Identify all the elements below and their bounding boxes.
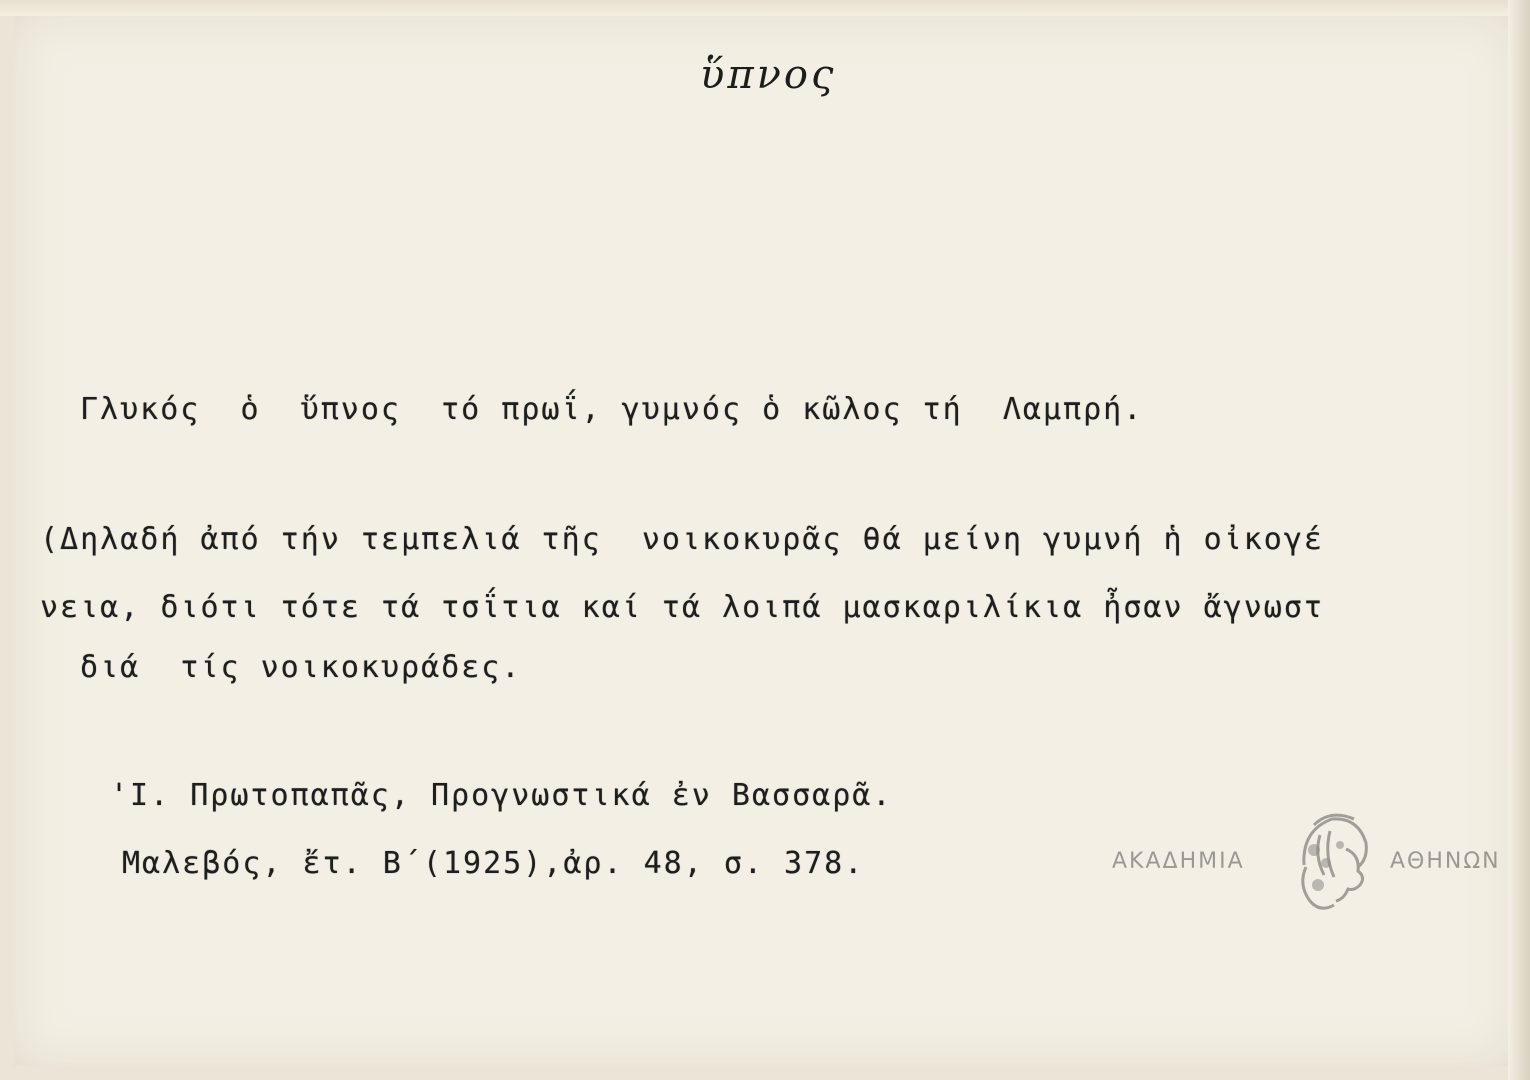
source-line-1: 'Ι. Πρωτοπαπᾶς, Προγνωστικά ἐν Βασσαρᾶ. — [110, 778, 893, 813]
watermark-right-text: ΑΘΗΝΩΝ — [1390, 849, 1501, 874]
handwritten-headword: ὕπνος — [700, 52, 837, 98]
source-line-2: Μαλεβός, ἔτ. Β΄(1925),ἀρ. 48, σ. 378. — [122, 846, 865, 881]
proverb-line: Γλυκός ὁ ὕπνος τό πρωΐ, γυμνός ὁ κῶλος τή Λαμπρή. — [80, 392, 1144, 427]
explanation-line-1: (Δηλαδή ἀπό τήν τεμπελιά τῆς νοικοκυρᾶς θά μείνη γυμνή ἡ οἰκογέ — [40, 522, 1324, 557]
academy-watermark — [1112, 805, 1517, 920]
athena-head-icon — [1284, 805, 1376, 920]
watermark-left-text: ΑΚΑΔΗΜΙΑ — [1112, 849, 1245, 874]
card-top-edge — [0, 0, 1530, 16]
explanation-line-2: νεια, διότι τότε τά τσΐτια καί τά λοιπά μασκαριλίκια ἦσαν ἄγνωστ — [40, 590, 1324, 625]
explanation-line-3: διά τίς νοικοκυράδες. — [60, 650, 522, 685]
